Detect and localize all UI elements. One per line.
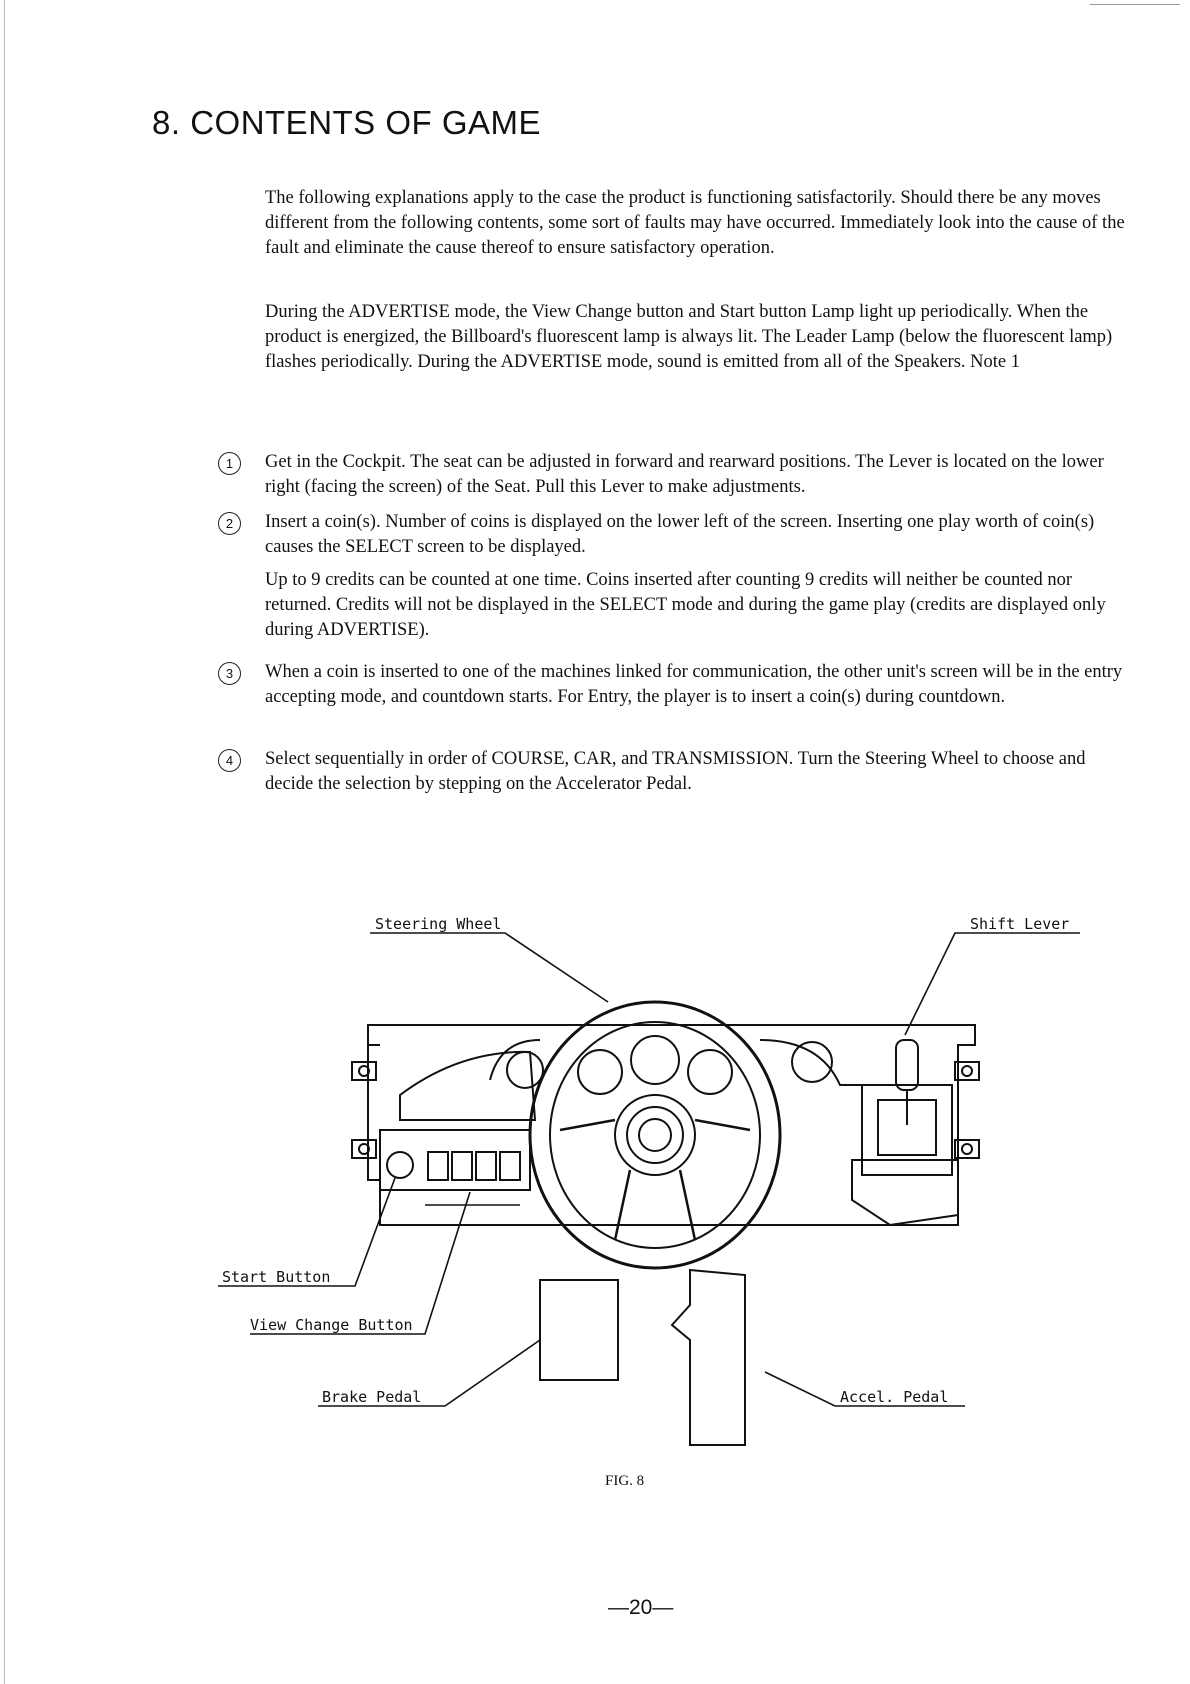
left-dial — [507, 1052, 543, 1088]
view-button-2 — [452, 1152, 472, 1180]
intro-paragraph-2: During the ADVERTISE mode, the View Change button and Start button Lamp light up periodically. When the product is energized, the Billboard's fluorescent lamp is always lit. The Leader Lamp (below the fluorescent lamp) flashes periodically. During the ADVERTISE mode, sound is emitted from all of the Speakers. Note 1 — [265, 302, 1113, 372]
label-start-button: Start Button — [222, 1268, 331, 1286]
step-number-1: 1 — [218, 452, 241, 475]
gauge-left — [578, 1050, 622, 1094]
page-number: —20— — [608, 1596, 674, 1619]
label-view-change-button: View Change Button — [250, 1316, 413, 1334]
accel-pedal — [672, 1270, 745, 1445]
view-button-3 — [476, 1152, 496, 1180]
right-dial — [792, 1042, 832, 1082]
steering-wheel-outer — [530, 1002, 780, 1268]
gauge-right — [688, 1050, 732, 1094]
steering-wheel-underline — [370, 933, 608, 1002]
step-number-4: 4 — [218, 749, 241, 772]
step-number-2: 2 — [218, 512, 241, 535]
right-dial-hood — [760, 1040, 900, 1085]
label-brake-pedal: Brake Pedal — [322, 1388, 422, 1406]
gauge-center — [631, 1036, 679, 1084]
label-steering-wheel: Steering Wheel — [375, 915, 502, 933]
steering-wheel-inner — [550, 1022, 760, 1248]
start-button-shape — [387, 1152, 413, 1178]
step-subtext-2: Up to 9 credits can be counted at one time. Coins inserted after counting 9 credits will neither be counted nor returned. Credits will not be displayed in the SELECT mode and during the game play (credits are displayed only during ADVERTISE). — [265, 570, 1106, 640]
dashboard-outline — [368, 1025, 975, 1225]
view-button-1 — [428, 1152, 448, 1180]
step-text-1: Get in the Cockpit. The seat can be adjusted in forward and rearward positions. The Lever is located on the lower right (facing the screen) of the Seat. Pull this Lever to make adjustments. — [265, 452, 1104, 497]
shift-knob — [896, 1040, 918, 1090]
shift-housing — [852, 1160, 958, 1225]
intro-paragraph-1: The following explanations apply to the case the product is functioning satisfactorily. Should there be any moves different from the following contents, some sort of faults may have occurred. Immediately look into the cause of the fault and eliminate the cause thereof to ensure satisfactory operation. — [265, 188, 1125, 258]
label-accel-pedal: Accel. Pedal — [840, 1388, 949, 1406]
view-change-underline — [250, 1192, 470, 1334]
shift-lever-underline — [905, 933, 1080, 1035]
section-heading: 8. CONTENTS OF GAME — [152, 104, 542, 141]
view-button-4 — [500, 1152, 520, 1180]
left-mount-upper — [352, 1062, 376, 1080]
step-number-3: 3 — [218, 662, 241, 685]
left-mount-lower — [352, 1140, 376, 1158]
label-shift-lever: Shift Lever — [970, 915, 1070, 933]
step-text-2: Insert a coin(s). Number of coins is displayed on the lower left of the screen. Inserting one play worth of coin(s) causes the SELECT screen to be displayed. — [265, 512, 1095, 557]
step-text-4: Select sequentially in order of COURSE, CAR, and TRANSMISSION. Turn the Steering Wheel to choose and decide the selection by stepping on the Accelerator Pedal. — [265, 749, 1086, 794]
figure-caption: FIG. 8 — [605, 1473, 645, 1489]
brake-pedal — [540, 1280, 618, 1380]
step-text-3: When a coin is inserted to one of the machines linked for communication, the other unit's screen will be in the entry accepting mode, and countdown starts. For Entry, the player is to insert a coin(s) during countdown. — [265, 662, 1123, 707]
